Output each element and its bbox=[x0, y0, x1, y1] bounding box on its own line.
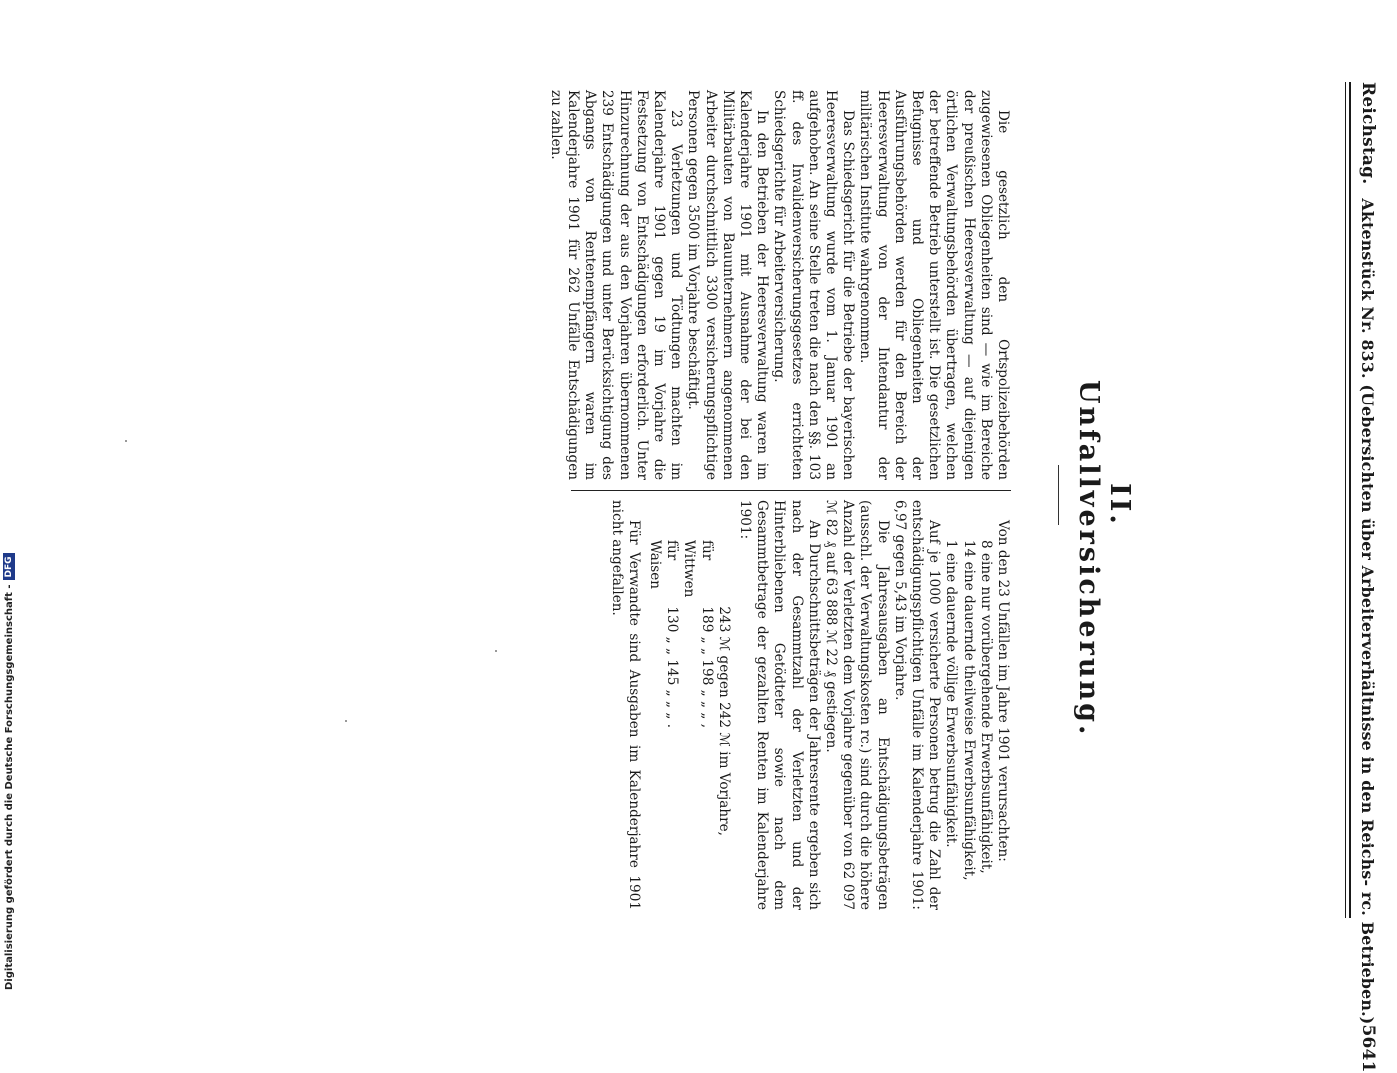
section-title: II. Unfallversicherung. bbox=[1073, 380, 1135, 738]
paragraph: In den Betrieben der Heeresverwaltung waren im Kalenderjahre 1901 mit Ausnahme der bei den Militärbauten von Bauunternehmern angenommenen Arbeiter durchschnittlich 3300 versicherungspflichtige Personen gegen 3500 im Vorjahre beschäftigt. bbox=[685, 90, 771, 480]
accident-list bbox=[942, 500, 994, 910]
rates-table bbox=[646, 540, 732, 910]
rate-label: für Wittwen bbox=[681, 540, 715, 598]
paragraph: An Durchschnittsbeträgen der Jahresrente ergeben sich nach der Gesammtzahl der Verletzten und der Hinterbliebenen Getödteter sowie nach dem Gesammtbetrage der gezahlten Renten im Kalenderjahre 1901: bbox=[736, 500, 822, 910]
paragraph: Die gesetzlich den Ortspolizeibehörden zugewiesenen Obliegenheiten sind — wie im Bereiche der preußischen Heeresverwaltung — auf diejenigen örtlichen Verwaltungsbehörden übertragen, welchen der betreffende Betrieb unterstellt ist. Die gesetzlichen Befugnisse und Obliegenheiten der Ausführungsbehörden werden für den Bereich der Heeresverwaltung von der Intendantur der militärischen Institute wahrgenommen. bbox=[857, 90, 1011, 480]
rate-value: 189 „ „ 198 „ „ „ , bbox=[698, 606, 715, 729]
page-header bbox=[1355, 82, 1381, 1073]
scan-speck bbox=[125, 440, 127, 442]
list-item: 8 eine nur vorübergehende Erwerbsunfähigkeit, bbox=[977, 540, 994, 874]
header-rule-thin bbox=[1345, 82, 1346, 918]
list-item: 14 eine dauernde theilweise Erwerbsunfähigkeit, bbox=[960, 540, 977, 881]
rate-row bbox=[715, 540, 732, 910]
paragraph: Von den 23 Unfällen im Jahre 1901 verursachten: bbox=[995, 520, 1011, 862]
rate-row bbox=[680, 540, 714, 910]
scan-speck bbox=[345, 720, 347, 722]
rate-value: 130 „ „ 145 „ „ „ . bbox=[664, 606, 681, 729]
list-item: 1 eine dauernde völlige Erwerbsunfähigkeit. bbox=[943, 540, 960, 848]
paragraph: Das Schiedsgericht für die Betriebe der bayerischen Heeresverwaltung wurde vom 1. Januar 1901 an aufgehoben. An seine Stelle treten die nach den §§. 103 ff. des Invalidenversicherungsgesetzes errichteten Schiedsgerichte für Arbeiterversicherung. bbox=[771, 90, 857, 480]
rate-row bbox=[646, 540, 680, 910]
right-column bbox=[607, 500, 1011, 910]
digitization-label: Digitalisierung gefördert durch die Deutsche Forschungsgemeinschaft - bbox=[3, 584, 15, 990]
rate-value: 243 ℳ gegen 242 ℳ im Vorjahre, bbox=[715, 606, 732, 836]
paragraph: Für Verwandte sind Ausgaben im Kalenderjahre 1901 nicht angefallen. bbox=[608, 500, 642, 910]
rate-label: für Waisen bbox=[646, 540, 681, 590]
scan-speck bbox=[495, 650, 497, 652]
paragraph: Die Jahresausgaben an Entschädigungsbeträgen (ausschl. der Verwaltungskosten rc.) sind durch die höhere Anzahl der Verletzten dem Vorjahre gegenüber von 62 097 ℳ 82 ₰ auf 63 888 ℳ 22 ₰ gestiegen. bbox=[822, 500, 891, 910]
title-separator bbox=[1058, 465, 1059, 525]
paragraph: Auf je 1000 versicherte Personen betrug die Zahl der entschädigungspflichtigen Unfälle im Kalenderjahre 1901: 6,97 gegen 5,43 im Vorjahre. bbox=[891, 500, 943, 910]
dfg-logo: DFG bbox=[3, 553, 15, 580]
left-column bbox=[547, 90, 1011, 480]
rate-label bbox=[715, 540, 732, 606]
column-divider bbox=[571, 490, 1011, 491]
header-title: Aktenstück Nr. 833. (Uebersichten über Arbeiterverhältnisse in den Reichs- rc. Betrieben.) bbox=[1358, 198, 1378, 1025]
header-left: Reichstag. bbox=[1358, 82, 1378, 185]
paragraph: 23 Verletzungen und Tödtungen machten im Kalenderjahre 1901 gegen 19 im Vorjahre die Festsetzung von Entschädigungen erforderlich. Unter Hinzurechnung der aus den Vorjahren übernommenen 239 Entschädigungen und unter Berücksichtigung des Abgangs von Rentenempfängern waren im Kalenderjahre 1901 für 262 Unfälle Entschädigungen zu zahlen. bbox=[547, 90, 685, 480]
header-rule-thick bbox=[1349, 82, 1351, 918]
page-number: 5641 bbox=[1358, 1024, 1378, 1073]
